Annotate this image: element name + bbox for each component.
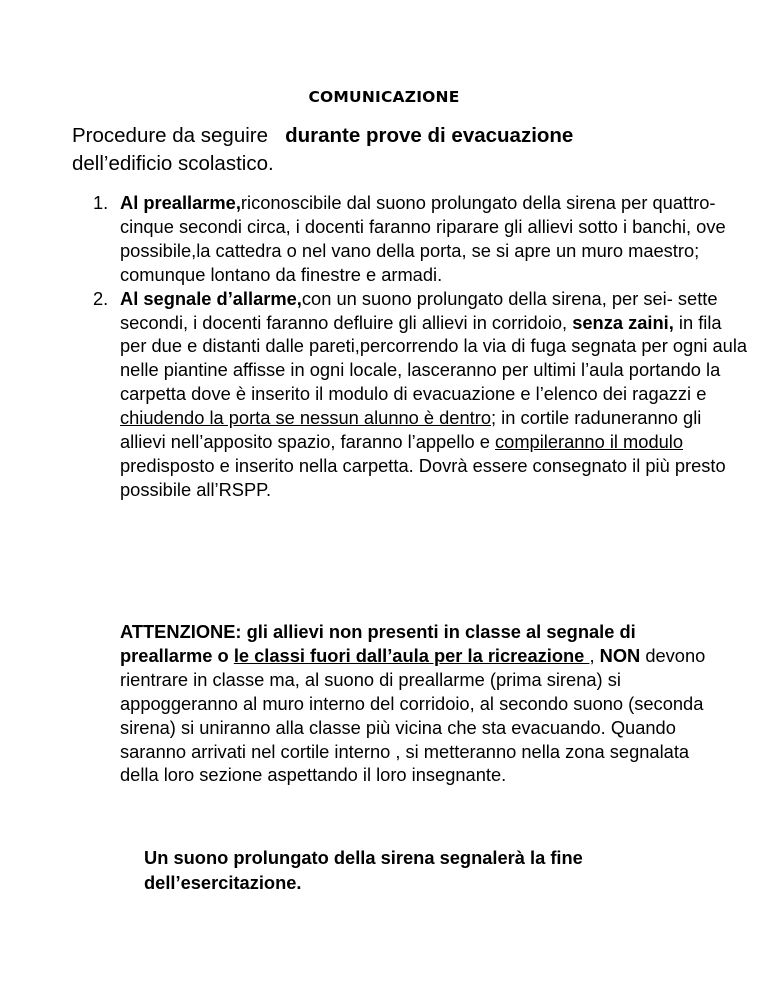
- procedure-list: [72, 191, 750, 502]
- list-item-underlined: chiudendo la porta se nessun alunno è dentro: [120, 407, 491, 429]
- list-item-lead: Al segnale d’allarme,: [120, 287, 302, 309]
- list-item-lead: Al preallarme,: [120, 192, 241, 213]
- list-item: [93, 287, 750, 502]
- attention-bold: ATTENZIONE: gli allievi non presenti in classe al segnale di preallarme o: [120, 621, 636, 666]
- document-heading: [72, 122, 732, 178]
- attention-bold-underlined: le classi fuori dall’aula per la ricreazione: [233, 644, 590, 666]
- list-item-text: riconoscibile dal suono prolungato della sirena per quattro- cinque secondi circa, i docenti faranno riparare gli allievi sotto i banchi, ove possibile,la cattedra o nel vano della porta, se si apre un muro maestro; comunque lontano da finestre e armadi.: [120, 192, 726, 285]
- heading-text: Procedure da seguire: [72, 124, 269, 147]
- attention-paragraph: [120, 620, 720, 787]
- list-item: [93, 191, 750, 287]
- list-item-underlined: compileranno il modulo: [495, 431, 684, 453]
- list-item-number: 1.: [93, 192, 109, 213]
- list-item-text: con un suono prolungato della sirena, per sei- sette secondi, i docenti faranno defluire gli allievi in corridoio,: [120, 287, 718, 333]
- attention-text-2: devono rientrare in classe ma, al suono di preallarme (prima sirena) si appoggeranno al muro interno del corridoio, al secondo suono (seconda sirena) si uniranno alla classe più vicina che sta evacuando. Quando saranno arrivati nel cortile interno , si metteranno nella zona segnalata della loro sezione aspettando il loro insegnante.: [120, 644, 706, 786]
- closing-statement: Un suono prolungato della sirena segnalerà la fine dell’esercitazione.: [144, 847, 583, 893]
- list-item-text: predisposto e inserito nella carpetta. Dovrà essere consegnato il più presto possibile all’RSPP.: [120, 454, 726, 500]
- document-title: COMUNICAZIONE: [308, 88, 460, 106]
- heading-bold: durante prove di evacuazione: [285, 124, 574, 147]
- list-item-bold: senza zaini,: [572, 311, 674, 333]
- list-item-text: in fila per due e distanti dalle pareti,percorrendo la via di fuga segnata per ogni aula nelle piantine affisse in ogni locale, lasceranno per ultimi l’aula portando la carpetta dove è inserito il modulo di evacuazione e l’elenco dei ragazzi e: [120, 311, 748, 405]
- heading-text-2: dell’edificio scolastico.: [72, 152, 274, 175]
- list-item-number: 2.: [93, 287, 109, 309]
- attention-bold-2: NON: [599, 644, 641, 666]
- list-item-text: ; in cortile raduneranno gli allievi nell’apposito spazio, faranno l’appello e: [120, 407, 702, 453]
- attention-text: ,: [589, 644, 595, 666]
